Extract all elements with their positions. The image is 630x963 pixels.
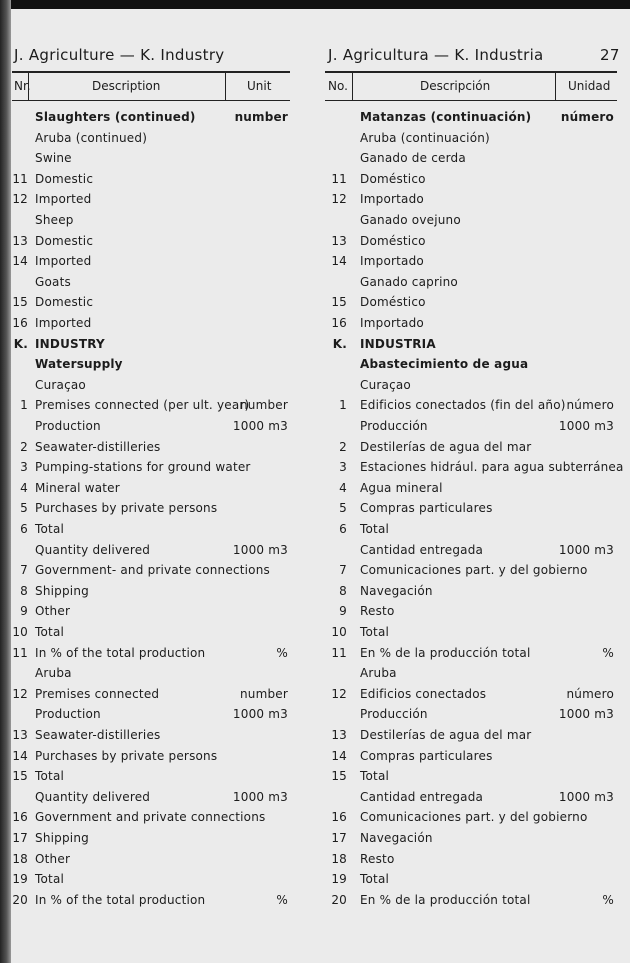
r-desc-cell: Importado: [360, 316, 424, 330]
r-nr-cell: 19: [331, 872, 347, 887]
l-nr-cell: 5: [20, 501, 28, 516]
l-desc-cell: Watersupply: [35, 357, 123, 372]
l-desc-cell: Total: [35, 522, 65, 536]
r-nr-cell: 20: [331, 892, 347, 907]
l-desc-cell: Purchases by private persons: [35, 748, 218, 763]
l-nr-cell: 20: [12, 892, 28, 907]
table-row: [0, 440, 630, 460]
l-desc-cell: Purchases by private persons: [35, 501, 218, 516]
r-unit-cell: número: [566, 686, 614, 701]
r-nr-cell: 10: [331, 625, 347, 639]
l-desc-cell: Slaughters (continued): [35, 110, 196, 124]
r-desc-cell: Aruba (continuación): [360, 130, 490, 145]
r-nr-cell: 11: [331, 645, 347, 660]
l-unit-cell: 1000 m3: [232, 419, 288, 433]
r-nr-cell: 1: [339, 398, 347, 413]
r-desc-cell: Edificios conectados: [360, 686, 487, 701]
r-desc-cell: Compras particulares: [360, 501, 493, 516]
r-nr-cell: 12: [331, 192, 347, 207]
r-nr-cell: 15: [331, 295, 347, 310]
r-nr-cell: 17: [331, 831, 347, 845]
r-unit-cell: número: [560, 110, 614, 124]
l-desc-cell: In % of the total production: [35, 892, 206, 907]
r-nr-cell: 2: [339, 439, 347, 454]
l-nr-cell: 7: [20, 563, 28, 578]
r-nr-cell: 14: [331, 254, 347, 269]
r-desc-cell: En % de la producción total: [360, 892, 531, 907]
r-desc-cell: Ganado ovejuno: [360, 213, 461, 227]
l-desc-cell: Swine: [35, 151, 72, 166]
table-row: [0, 625, 630, 645]
r-desc-cell: Doméstico: [360, 171, 426, 186]
r-desc-cell: Matanzas (continuación): [360, 110, 532, 124]
l-nr-cell: 18: [12, 851, 28, 866]
l-desc-cell: In % of the total production: [35, 645, 206, 660]
table-row: [0, 687, 630, 707]
r-desc-cell: Navegación: [360, 831, 433, 845]
l-desc-cell: Aruba: [35, 666, 72, 681]
r-desc-cell: Doméstico: [360, 295, 426, 310]
l-desc-cell: Premises connected: [35, 686, 160, 701]
l-desc-cell: Shipping: [35, 831, 89, 845]
l-unit-cell: 1000 m3: [232, 707, 288, 722]
l-unit-cell: number: [239, 398, 288, 413]
table-row: [0, 419, 630, 439]
table-row: [0, 810, 630, 830]
l-desc-cell: Government- and private connections: [35, 563, 270, 578]
table-row: [0, 707, 630, 727]
l-unit-cell: 1000 m3: [232, 789, 288, 804]
table-row: [0, 604, 630, 624]
l-desc-cell: Imported: [35, 192, 92, 207]
table-row: [0, 110, 630, 130]
header-nr: No.: [328, 79, 348, 93]
r-desc-cell: Agua mineral: [360, 480, 443, 495]
header-nr: Nr.: [14, 79, 31, 93]
table-row: [0, 749, 630, 769]
r-nr-cell: 16: [331, 810, 347, 825]
l-nr-cell: 11: [12, 171, 28, 186]
l-nr-cell: 8: [20, 583, 28, 598]
table-row: [0, 172, 630, 192]
l-nr-cell: 12: [12, 686, 28, 701]
l-nr-cell: 16: [12, 810, 28, 825]
table-row: [0, 378, 630, 398]
r-desc-cell: Edificios conectados (fin del año): [360, 398, 566, 413]
r-nr-cell: 12: [331, 686, 347, 701]
r-desc-cell: Cantidad entregada: [360, 789, 484, 804]
l-nr-cell: 10: [12, 625, 28, 639]
r-desc-cell: Importado: [360, 254, 424, 269]
r-desc-cell: Curaçao: [360, 377, 411, 392]
l-nr-cell: 17: [12, 831, 28, 845]
r-unit-cell: 1000 m3: [558, 707, 614, 722]
table-row: [0, 481, 630, 501]
table-row: [0, 275, 630, 295]
r-unit-cell: 1000 m3: [558, 542, 614, 557]
r-nr-cell: 8: [339, 583, 347, 598]
l-desc-cell: Total: [35, 769, 65, 784]
l-desc-cell: Production: [35, 707, 101, 722]
table-row: [0, 831, 630, 851]
table-row: [0, 316, 630, 336]
r-desc-cell: Total: [360, 872, 390, 887]
r-desc-cell: Doméstico: [360, 233, 426, 248]
r-nr-cell: 14: [331, 748, 347, 763]
table-row: [0, 646, 630, 666]
r-desc-cell: Destilerías de agua del mar: [360, 439, 532, 454]
r-unit-cell: 1000 m3: [558, 419, 614, 433]
l-desc-cell: Goats: [35, 274, 71, 289]
r-nr-cell: 6: [339, 522, 347, 536]
l-desc-cell: Total: [35, 872, 65, 887]
table-row: [0, 357, 630, 377]
l-nr-cell: 15: [12, 295, 28, 310]
l-desc-cell: Imported: [35, 316, 92, 330]
l-nr-cell: 4: [20, 480, 28, 495]
l-unit-cell: %: [276, 645, 288, 660]
l-nr-cell: 2: [20, 439, 28, 454]
r-desc-cell: Estaciones hidrául. para agua subterránea: [360, 460, 624, 475]
l-desc-cell: Mineral water: [35, 480, 120, 495]
page-number: 27: [600, 46, 620, 64]
header-unit: Unit: [247, 79, 272, 93]
l-unit-cell: 1000 m3: [232, 542, 288, 557]
l-nr-cell: 11: [12, 645, 28, 660]
table-row: [0, 295, 630, 315]
r-nr-cell: 11: [331, 171, 347, 186]
r-desc-cell: Producción: [360, 707, 428, 722]
r-nr-cell: 3: [339, 460, 347, 475]
l-desc-cell: Premises connected (per ult. year): [35, 398, 250, 413]
l-nr-cell: 16: [12, 316, 28, 330]
right-table-header: [325, 71, 617, 101]
r-desc-cell: Navegación: [360, 583, 433, 598]
l-unit-cell: number: [239, 686, 288, 701]
l-unit-cell: %: [276, 892, 288, 907]
r-desc-cell: Comunicaciones part. y del gobierno: [360, 810, 588, 825]
r-desc-cell: Total: [360, 522, 390, 536]
r-nr-cell: 13: [331, 233, 347, 248]
l-nr-cell: 12: [12, 192, 28, 207]
header-description: Descripción: [420, 79, 491, 93]
table-row: [0, 131, 630, 151]
r-desc-cell: Importado: [360, 192, 424, 207]
r-nr-cell: K.: [332, 336, 347, 351]
r-desc-cell: Ganado de cerda: [360, 151, 466, 166]
r-desc-cell: Ganado caprino: [360, 274, 458, 289]
r-desc-cell: Aruba: [360, 666, 397, 681]
l-nr-cell: 1: [20, 398, 28, 413]
r-desc-cell: Comunicaciones part. y del gobierno: [360, 563, 588, 578]
l-desc-cell: Quantity delivered: [35, 542, 151, 557]
l-desc-cell: Curaçao: [35, 377, 86, 392]
l-desc-cell: INDUSTRY: [35, 336, 105, 351]
table-row: [0, 666, 630, 686]
l-desc-cell: Pumping-stations for ground water: [35, 460, 251, 475]
header-unit: Unidad: [568, 79, 611, 93]
l-nr-cell: 13: [12, 728, 28, 742]
r-desc-cell: Destilerías de agua del mar: [360, 728, 532, 742]
r-desc-cell: Total: [360, 625, 390, 639]
right-page-title: J. Agricultura — K. Industria: [328, 46, 544, 64]
r-desc-cell: En % de la producción total: [360, 645, 531, 660]
r-nr-cell: 18: [331, 851, 347, 866]
l-nr-cell: K.: [13, 336, 28, 351]
table-row: [0, 337, 630, 357]
r-nr-cell: 9: [339, 604, 347, 619]
table-row: [0, 563, 630, 583]
r-desc-cell: Resto: [360, 604, 395, 619]
l-nr-cell: 19: [12, 872, 28, 887]
r-desc-cell: Cantidad entregada: [360, 542, 484, 557]
r-nr-cell: 5: [339, 501, 347, 516]
l-desc-cell: Aruba (continued): [35, 130, 148, 145]
table-row: [0, 790, 630, 810]
l-nr-cell: 14: [12, 748, 28, 763]
table-row: [0, 522, 630, 542]
table-row: [0, 213, 630, 233]
l-unit-cell: number: [234, 110, 288, 124]
table-row: [0, 769, 630, 789]
r-nr-cell: 15: [331, 769, 347, 784]
table-row: [0, 398, 630, 418]
l-nr-cell: 9: [20, 604, 28, 619]
l-desc-cell: Imported: [35, 254, 92, 269]
r-unit-cell: %: [602, 892, 614, 907]
l-desc-cell: Government and private connections: [35, 810, 266, 825]
r-nr-cell: 7: [339, 563, 347, 578]
table-row: [0, 234, 630, 254]
table-row: [0, 254, 630, 274]
table-row: [0, 192, 630, 212]
table-row: [0, 872, 630, 892]
l-nr-cell: 13: [12, 233, 28, 248]
table-row: [0, 728, 630, 748]
r-unit-cell: número: [566, 398, 614, 413]
l-desc-cell: Production: [35, 419, 101, 433]
l-desc-cell: Total: [35, 625, 65, 639]
table-row: [0, 852, 630, 872]
r-desc-cell: INDUSTRIA: [360, 336, 436, 351]
l-desc-cell: Seawater-distilleries: [35, 439, 161, 454]
r-desc-cell: Compras particulares: [360, 748, 493, 763]
r-nr-cell: 13: [331, 728, 347, 742]
l-desc-cell: Domestic: [35, 171, 94, 186]
r-desc-cell: Resto: [360, 851, 395, 866]
l-desc-cell: Domestic: [35, 233, 94, 248]
r-unit-cell: 1000 m3: [558, 789, 614, 804]
l-nr-cell: 15: [12, 769, 28, 784]
r-desc-cell: Producción: [360, 419, 428, 433]
l-desc-cell: Other: [35, 851, 71, 866]
r-unit-cell: %: [602, 645, 614, 660]
l-nr-cell: 14: [12, 254, 28, 269]
l-nr-cell: 6: [20, 522, 28, 536]
table-row: [0, 501, 630, 521]
scan-top-edge: [0, 0, 630, 9]
l-desc-cell: Seawater-distilleries: [35, 728, 161, 742]
l-desc-cell: Quantity delivered: [35, 789, 151, 804]
table-row: [0, 543, 630, 563]
left-page-title: J. Agriculture — K. Industry: [14, 46, 225, 64]
table-row: [0, 151, 630, 171]
l-nr-cell: 3: [20, 460, 28, 475]
left-table-header: [12, 71, 290, 101]
l-desc-cell: Shipping: [35, 583, 89, 598]
l-desc-cell: Other: [35, 604, 71, 619]
l-desc-cell: Domestic: [35, 295, 94, 310]
r-desc-cell: Abastecimiento de agua: [360, 357, 529, 372]
table-row: [0, 460, 630, 480]
r-nr-cell: 16: [331, 316, 347, 330]
r-desc-cell: Total: [360, 769, 390, 784]
r-nr-cell: 4: [339, 480, 347, 495]
header-description: Description: [92, 79, 161, 93]
table-row: [0, 893, 630, 913]
table-row: [0, 584, 630, 604]
l-desc-cell: Sheep: [35, 213, 74, 227]
